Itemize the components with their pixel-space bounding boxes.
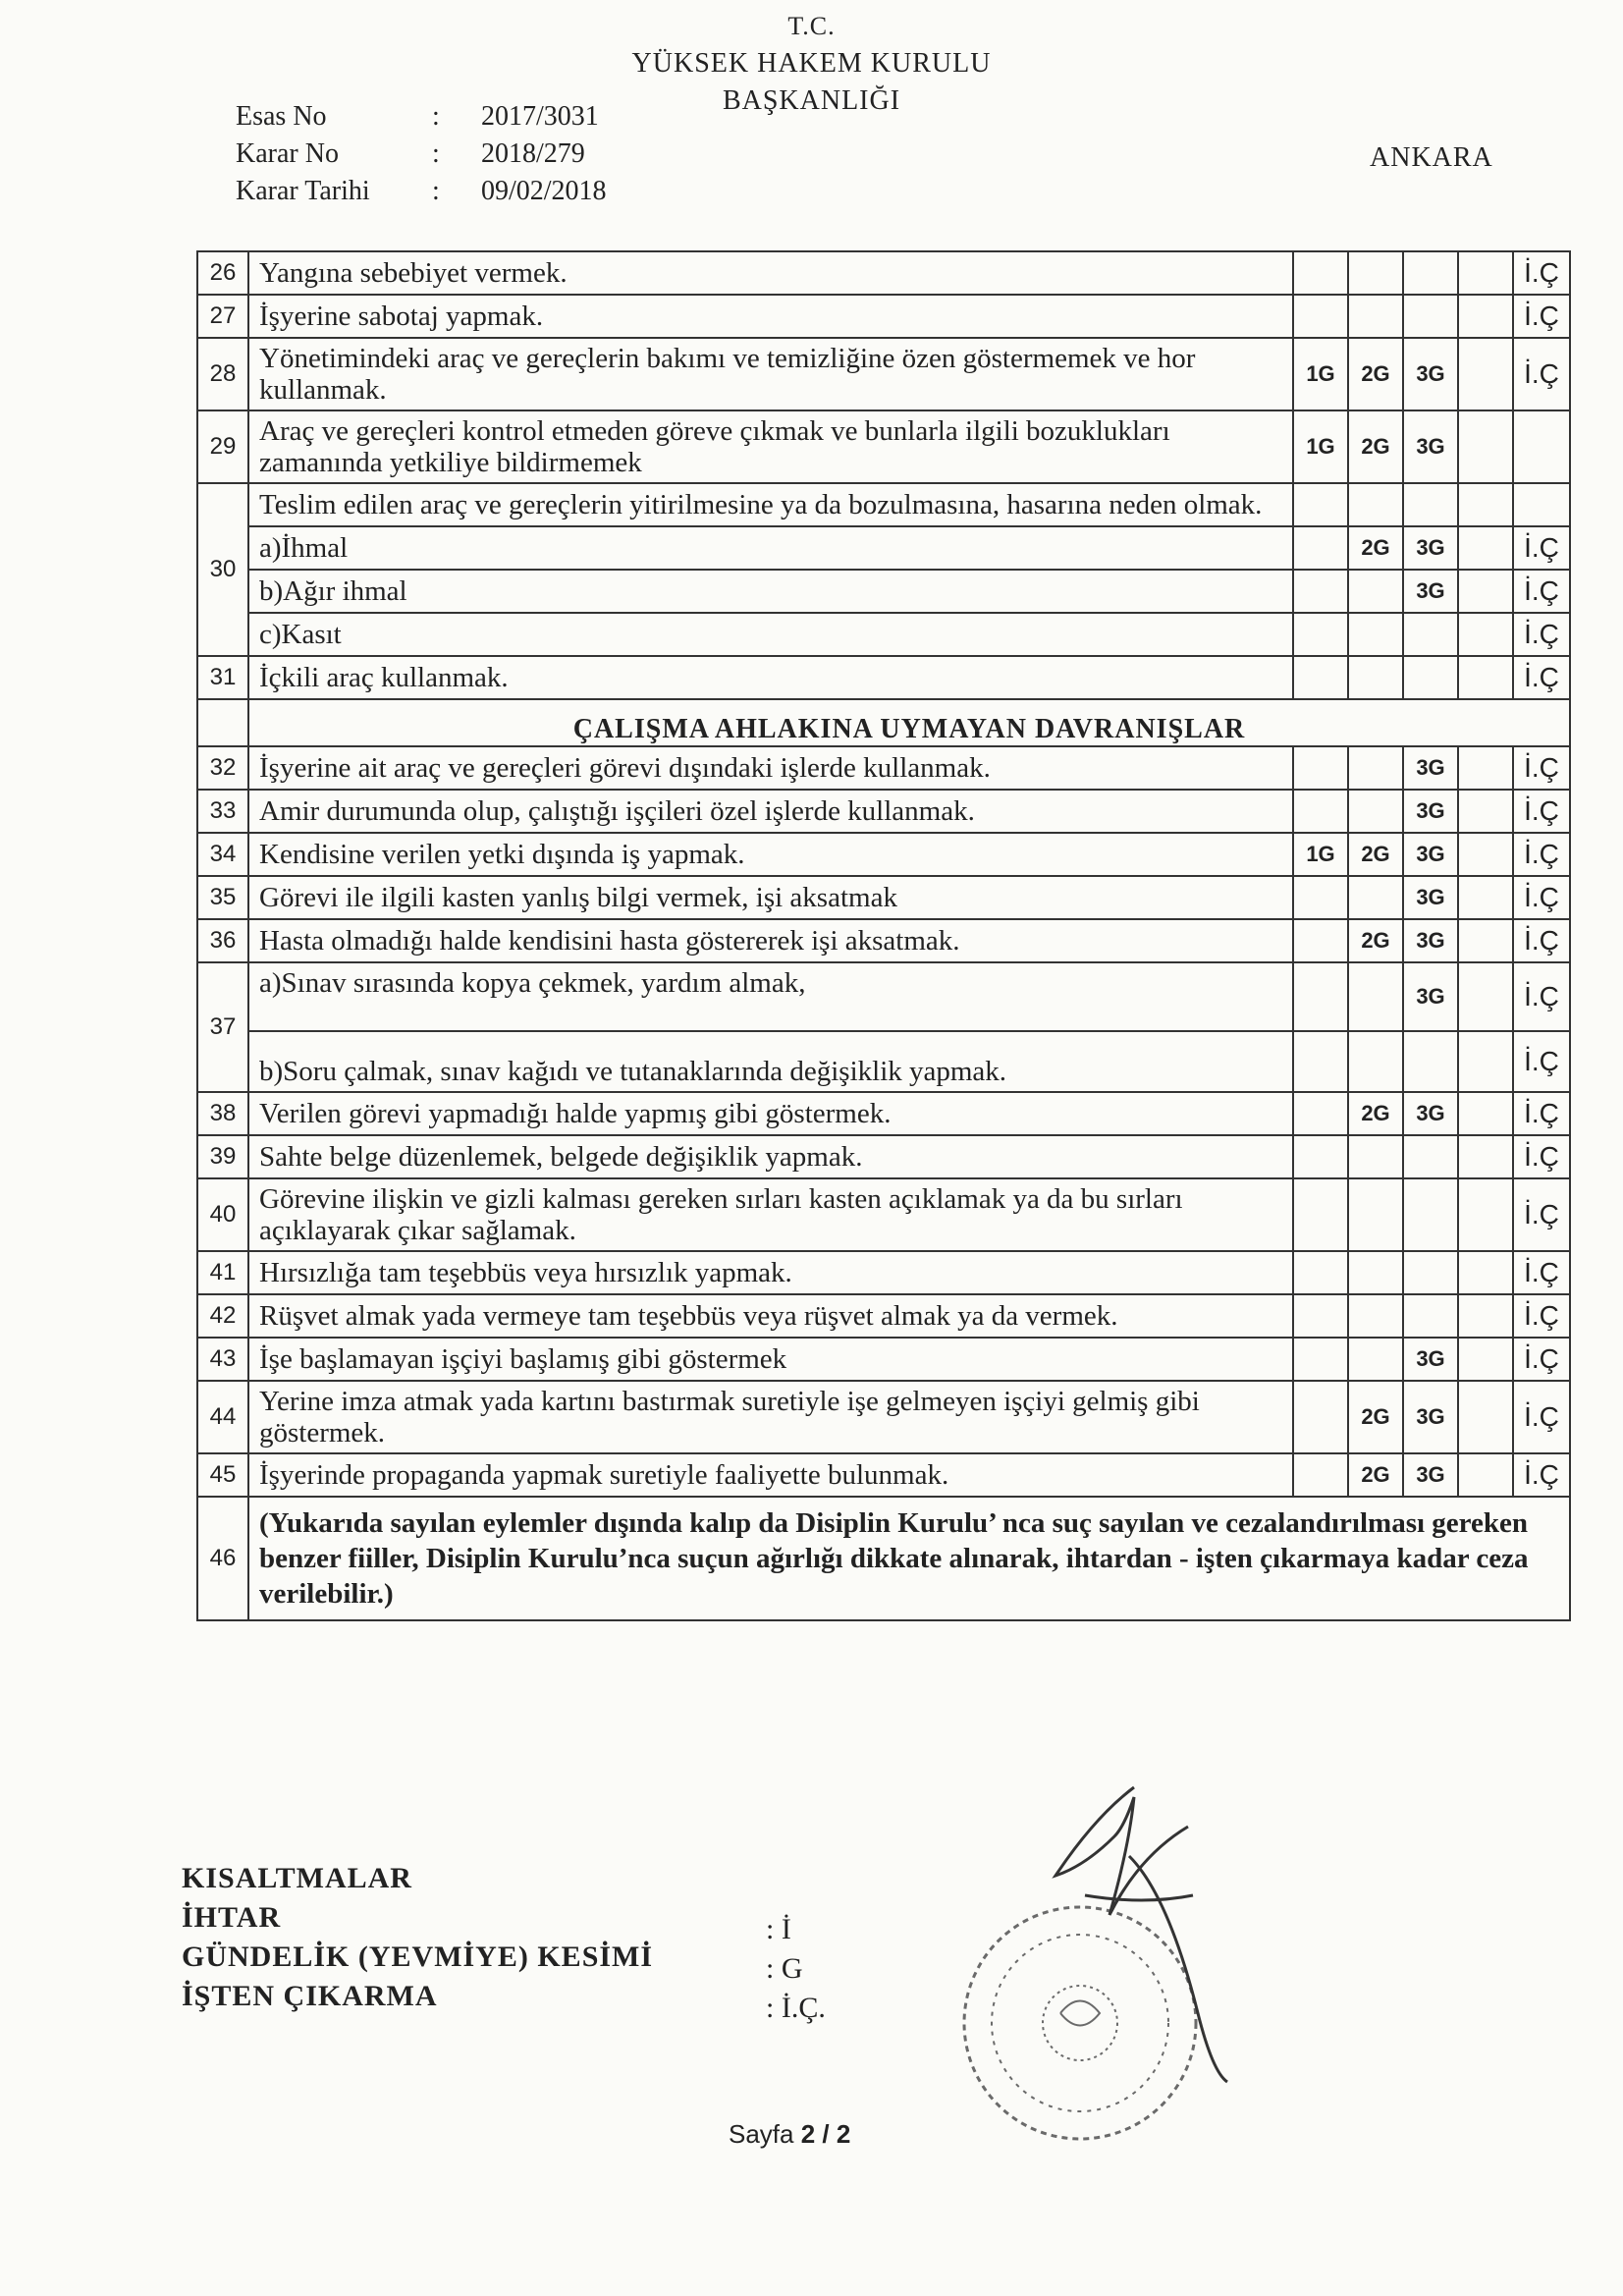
penalty-blank: [1458, 1031, 1513, 1092]
table-row: [197, 1178, 1570, 1251]
penalty-2: 2G: [1348, 1092, 1403, 1135]
penalty-1: [1293, 1338, 1348, 1381]
row-subtext: a)İhmal: [248, 526, 1293, 570]
penalty-blank: [1403, 483, 1458, 526]
penalty-ic: İ.Ç: [1513, 656, 1570, 699]
table-row: [197, 613, 1570, 656]
penalty-ic: İ.Ç: [1513, 1338, 1570, 1381]
penalty-1: [1293, 1453, 1348, 1497]
penalty-2: [1348, 1031, 1403, 1092]
penalty-ic: İ.Ç: [1513, 790, 1570, 833]
penalty-3: 3G: [1403, 746, 1458, 790]
row-text: Verilen görevi yapmadığı halde yapmış gibi göstermek.: [248, 1092, 1293, 1135]
row-subtext: a)Sınav sırasında kopya çekmek, yardım almak,: [248, 962, 1293, 1031]
row-text: İçkili araç kullanmak.: [248, 656, 1293, 699]
penalty-3: [1403, 656, 1458, 699]
table-row: [197, 295, 1570, 338]
esas-label: Esas No: [236, 101, 327, 132]
penalty-1: [1293, 790, 1348, 833]
penalty-3: [1403, 1251, 1458, 1294]
karar-value: 2018/279: [481, 138, 585, 169]
penalty-1: [1293, 613, 1348, 656]
table-row: [197, 570, 1570, 613]
table-row: [197, 526, 1570, 570]
abbreviations: [182, 1859, 653, 2016]
penalty-2: [1348, 295, 1403, 338]
penalty-blank: [1458, 833, 1513, 876]
row-number: 29: [197, 410, 248, 483]
penalty-1: 1G: [1293, 833, 1348, 876]
penalty-ic: İ.Ç: [1513, 1178, 1570, 1251]
page-total: 2: [836, 2119, 851, 2149]
row-subtext: c)Kasıt: [248, 613, 1293, 656]
row-subtext: b)Soru çalmak, sınav kağıdı ve tutanaklarında değişiklik yapmak.: [248, 1031, 1293, 1092]
penalty-3: 3G: [1403, 919, 1458, 962]
penalty-blank: [1458, 1453, 1513, 1497]
penalty-3: 3G: [1403, 338, 1458, 410]
penalty-blank: [1458, 1178, 1513, 1251]
table-row: [197, 833, 1570, 876]
penalty-blank: [1458, 526, 1513, 570]
penalty-blank: [1458, 410, 1513, 483]
row-text: Amir durumunda olup, çalıştığı işçileri özel işlerde kullanmak.: [248, 790, 1293, 833]
penalty-1: [1293, 1251, 1348, 1294]
row-text: Sahte belge düzenlemek, belgede değişiklik yapmak.: [248, 1135, 1293, 1178]
row-text: Araç ve gereçleri kontrol etmeden göreve çıkmak ve bunlarla ilgili bozuklukları zamanında yetkiliye bildirmemek: [248, 410, 1293, 483]
row-text: Teslim edilen araç ve gereçlerin yitirilmesine ya da bozulmasına, hasarına neden olmak.: [248, 483, 1293, 526]
esas-value: 2017/3031: [481, 101, 599, 132]
row-subtext: b)Ağır ihmal: [248, 570, 1293, 613]
penalty-blank: [1458, 613, 1513, 656]
penalty-3: 3G: [1403, 1338, 1458, 1381]
penalty-2: 2G: [1348, 410, 1403, 483]
penalty-2: 2G: [1348, 338, 1403, 410]
penalty-blank: [1458, 295, 1513, 338]
row-number: 40: [197, 1178, 248, 1251]
row-text: Görevine ilişkin ve gizli kalması gereken sırları kasten açıklamak ya da bu sırları açıklayarak çıkar sağlamak.: [248, 1178, 1293, 1251]
table-row: [197, 338, 1570, 410]
penalty-ic: İ.Ç: [1513, 962, 1570, 1031]
page-prefix: Sayfa: [729, 2119, 801, 2149]
row-number: 43: [197, 1338, 248, 1381]
penalty-blank: [1458, 251, 1513, 295]
table-row: [197, 962, 1570, 1031]
penalty-1: [1293, 1294, 1348, 1338]
penalty-blank: [1293, 483, 1348, 526]
penalty-1: [1293, 1092, 1348, 1135]
penalty-1: [1293, 1381, 1348, 1453]
row-number: 32: [197, 746, 248, 790]
penalty-ic: İ.Ç: [1513, 1251, 1570, 1294]
row-text: İşyerine ait araç ve gereçleri görevi dışındaki işlerde kullanmak.: [248, 746, 1293, 790]
penalty-blank: [1513, 483, 1570, 526]
page-sep: /: [815, 2119, 837, 2149]
row-number: 27: [197, 295, 248, 338]
penalty-1: [1293, 570, 1348, 613]
penalty-ic: [1513, 410, 1570, 483]
penalty-1: [1293, 962, 1348, 1031]
penalty-2: [1348, 1251, 1403, 1294]
table-row: [197, 483, 1570, 526]
penalty-blank: [1458, 483, 1513, 526]
penalty-1: 1G: [1293, 338, 1348, 410]
section-row: [197, 699, 1570, 746]
table-row: [197, 1135, 1570, 1178]
penalty-blank: [1458, 656, 1513, 699]
row-number: 30: [197, 483, 248, 656]
row-text: Yangına sebebiyet vermek.: [248, 251, 1293, 295]
row-text: Yönetimindeki araç ve gereçlerin bakımı ve temizliğine özen göstermemek ve hor kullanmak.: [248, 338, 1293, 410]
penalty-blank: [1458, 1251, 1513, 1294]
signature-icon: [1055, 1787, 1227, 2082]
penalty-ic: İ.Ç: [1513, 1031, 1570, 1092]
section-title: ÇALIŞMA AHLAKINA UYMAYAN DAVRANIŞLAR: [248, 699, 1570, 746]
penalty-3: 3G: [1403, 962, 1458, 1031]
tarih-value: 09/02/2018: [481, 176, 607, 206]
penalty-1: [1293, 1178, 1348, 1251]
penalty-2: 2G: [1348, 526, 1403, 570]
penalty-2: [1348, 1178, 1403, 1251]
row-text: Hasta olmadığı halde kendisini hasta göstererek işi aksatmak.: [248, 919, 1293, 962]
row-number: 35: [197, 876, 248, 919]
abbr-label: GÜNDELİK (YEVMİYE) KESİMİ: [182, 1941, 654, 1973]
table-row: [197, 1092, 1570, 1135]
penalty-3: 3G: [1403, 833, 1458, 876]
penalty-ic: İ.Ç: [1513, 338, 1570, 410]
penalty-3: [1403, 1031, 1458, 1092]
row-note: (Yukarıda sayılan eylemler dışında kalıp da Disiplin Kurulu’ nca suç sayılan ve cezalandırılması gereken benzer fiiller, Disiplin Kurulu’nca suçun ağırlığı dikkate alınarak, ihtardan - işten çıkarmaya kadar ceza verilebilir.): [248, 1497, 1570, 1620]
penalty-blank: [1458, 962, 1513, 1031]
table-row: [197, 1453, 1570, 1497]
row-number: 45: [197, 1453, 248, 1497]
city-label: ANKARA: [1370, 142, 1493, 173]
penalty-2: [1348, 876, 1403, 919]
penalty-ic: İ.Ç: [1513, 833, 1570, 876]
penalty-1: [1293, 746, 1348, 790]
penalty-1: [1293, 656, 1348, 699]
table-row: [197, 1497, 1570, 1620]
abbr-label: İHTAR: [182, 1901, 282, 1934]
penalty-2: [1348, 1338, 1403, 1381]
abbr-label: İŞTEN ÇIKARMA: [182, 1980, 438, 2012]
penalty-1: 1G: [1293, 410, 1348, 483]
table-row: [197, 746, 1570, 790]
penalty-ic: İ.Ç: [1513, 746, 1570, 790]
row-text: Rüşvet almak yada vermeye tam teşebbüs veya rüşvet almak ya da vermek.: [248, 1294, 1293, 1338]
section-number-blank: [197, 699, 248, 746]
table-row: [197, 1381, 1570, 1453]
penalty-2: [1348, 1135, 1403, 1178]
penalty-blank: [1458, 1338, 1513, 1381]
penalty-blank: [1458, 1135, 1513, 1178]
abbr-code: : G: [766, 1952, 803, 1985]
row-number: 26: [197, 251, 248, 295]
penalty-3: 3G: [1403, 526, 1458, 570]
row-number: 38: [197, 1092, 248, 1135]
row-number: 41: [197, 1251, 248, 1294]
penalty-3: [1403, 251, 1458, 295]
table-row: [197, 876, 1570, 919]
penalty-blank: [1458, 790, 1513, 833]
penalty-3: [1403, 1135, 1458, 1178]
table-row: [197, 1031, 1570, 1092]
penalty-blank: [1458, 1294, 1513, 1338]
table-row: [197, 410, 1570, 483]
abbreviation-codes: [766, 1910, 826, 2028]
row-number: 36: [197, 919, 248, 962]
penalty-blank: [1458, 338, 1513, 410]
penalty-ic: İ.Ç: [1513, 526, 1570, 570]
penalty-1: [1293, 295, 1348, 338]
penalty-blank: [1458, 570, 1513, 613]
penalty-1: [1293, 919, 1348, 962]
penalty-ic: İ.Ç: [1513, 613, 1570, 656]
penalty-1: [1293, 876, 1348, 919]
penalty-ic: İ.Ç: [1513, 919, 1570, 962]
penalty-3: [1403, 613, 1458, 656]
penalty-ic: İ.Ç: [1513, 1294, 1570, 1338]
table-row: [197, 1338, 1570, 1381]
penalty-ic: İ.Ç: [1513, 1092, 1570, 1135]
row-text: İşe başlamayan işçiyi başlamış gibi göstermek: [248, 1338, 1293, 1381]
penalty-2: 2G: [1348, 833, 1403, 876]
row-text: Hırsızlığa tam teşebbüs veya hırsızlık yapmak.: [248, 1251, 1293, 1294]
penalty-blank: [1458, 1092, 1513, 1135]
official-seal-stamp: [889, 1738, 1340, 2210]
table-row: [197, 656, 1570, 699]
table-row: [197, 251, 1570, 295]
penalty-ic: İ.Ç: [1513, 570, 1570, 613]
penalty-2: 2G: [1348, 1381, 1403, 1453]
esas-sep: :: [432, 101, 440, 132]
row-number: 42: [197, 1294, 248, 1338]
header-org-line1: YÜKSEK HAKEM KURULU: [631, 48, 992, 79]
penalty-3: [1403, 1178, 1458, 1251]
penalty-2: [1348, 790, 1403, 833]
penalty-3: 3G: [1403, 410, 1458, 483]
row-number: 28: [197, 338, 248, 410]
row-text: Kendisine verilen yetki dışında iş yapmak.: [248, 833, 1293, 876]
row-text: İşyerinde propaganda yapmak suretiyle faaliyette bulunmak.: [248, 1453, 1293, 1497]
table-row: [197, 919, 1570, 962]
penalty-1: [1293, 526, 1348, 570]
abbr-code: : İ: [766, 1913, 791, 1945]
row-number: 44: [197, 1381, 248, 1453]
row-number: 34: [197, 833, 248, 876]
penalty-2: [1348, 962, 1403, 1031]
penalty-blank: [1458, 1381, 1513, 1453]
penalty-3: 3G: [1403, 1453, 1458, 1497]
penalty-ic: İ.Ç: [1513, 1381, 1570, 1453]
tarih-label: Karar Tarihi: [236, 176, 370, 206]
row-number: 46: [197, 1497, 248, 1620]
row-text: Görevi ile ilgili kasten yanlış bilgi vermek, işi aksatmak: [248, 876, 1293, 919]
penalty-1: [1293, 251, 1348, 295]
table-row: [197, 790, 1570, 833]
penalty-2: 2G: [1348, 919, 1403, 962]
penalty-2: [1348, 251, 1403, 295]
penalty-3: 3G: [1403, 570, 1458, 613]
penalty-2: [1348, 746, 1403, 790]
penalty-ic: İ.Ç: [1513, 1135, 1570, 1178]
page-current: 2: [800, 2119, 816, 2149]
penalty-blank: [1348, 483, 1403, 526]
penalty-3: 3G: [1403, 876, 1458, 919]
table-row: [197, 1251, 1570, 1294]
row-number: 33: [197, 790, 248, 833]
penalty-ic: İ.Ç: [1513, 1453, 1570, 1497]
penalty-ic: İ.Ç: [1513, 876, 1570, 919]
penalty-ic: İ.Ç: [1513, 251, 1570, 295]
penalty-3: 3G: [1403, 1381, 1458, 1453]
penalty-2: 2G: [1348, 1453, 1403, 1497]
row-text: Yerine imza atmak yada kartını bastırmak suretiyle işe gelmeyen işçiyi gelmiş gibi göstermek.: [248, 1381, 1293, 1453]
seal-icon: [964, 1907, 1196, 2139]
penalty-2: [1348, 570, 1403, 613]
row-number: 31: [197, 656, 248, 699]
row-number: 39: [197, 1135, 248, 1178]
karar-sep: :: [432, 138, 440, 169]
penalty-1: [1293, 1031, 1348, 1092]
tarih-sep: :: [432, 176, 440, 206]
penalty-2: [1348, 613, 1403, 656]
penalty-2: [1348, 1294, 1403, 1338]
penalty-3: 3G: [1403, 790, 1458, 833]
header-org-line2: BAŞKANLIĞI: [722, 85, 901, 116]
penalty-blank: [1458, 876, 1513, 919]
penalty-blank: [1458, 919, 1513, 962]
penalty-ic: İ.Ç: [1513, 295, 1570, 338]
penalty-blank: [1458, 746, 1513, 790]
row-number: 37: [197, 962, 248, 1092]
row-text: İşyerine sabotaj yapmak.: [248, 295, 1293, 338]
header-tc: T.C.: [787, 12, 836, 40]
penalty-1: [1293, 1135, 1348, 1178]
karar-label: Karar No: [236, 138, 339, 169]
penalty-3: [1403, 295, 1458, 338]
case-meta: [236, 98, 607, 210]
abbreviations-title: KISALTMALAR: [182, 1862, 412, 1894]
discipline-table: [196, 250, 1571, 1621]
penalty-3: [1403, 1294, 1458, 1338]
table-row: [197, 1294, 1570, 1338]
penalty-3: 3G: [1403, 1092, 1458, 1135]
penalty-2: [1348, 656, 1403, 699]
page-number: [729, 2119, 850, 2150]
abbr-code: : İ.Ç.: [766, 1992, 826, 2024]
